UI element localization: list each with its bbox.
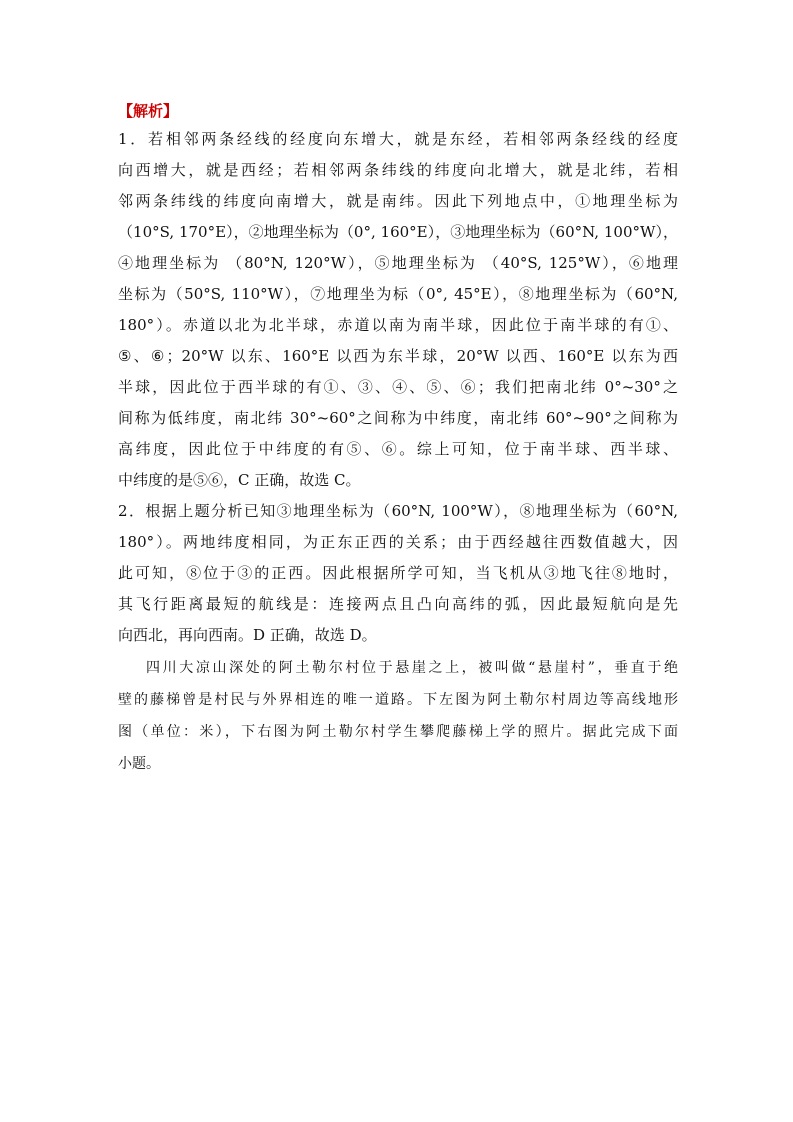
analysis-heading [118, 98, 678, 124]
heading-bracket-open: 【 [118, 102, 134, 120]
answer-1-line: （10°S, 170°E），②地理坐标为（0°, 160°E），③地理坐标为（60°N, 100°W）， [118, 223, 678, 241]
answer-1-line: 向西增大，就是西经；若相邻两条纬线的纬度向北增大，就是北纬，若相 [118, 161, 678, 179]
answer-1-line: 邻两条纬线的纬度向南增大，就是南纬。因此下列地点中，①地理坐标为 [118, 192, 678, 210]
answer-1-line: 高纬度，因此位于中纬度的有⑤、⑥。综上可知，位于南半球、西半球、 [118, 440, 678, 458]
answer-1-line: 半球，因此位于西半球的有①、③、④、⑤、⑥；我们把南北纬 0°~30°之 [118, 378, 678, 396]
heading-label: 解析 [133, 102, 164, 120]
answer-1-paragraph [118, 124, 678, 496]
question-line: 四川大凉山深处的阿土勒尔村位于悬崖之上，被叫做“悬崖村”，垂直于绝 [146, 660, 678, 676]
answer-1-line: 180°）。赤道以北为北半球，赤道以南为南半球，因此位于南半球的有①、 [118, 316, 678, 334]
answer-1-line: 间称为低纬度，南北纬 30°~60°之间称为中纬度，南北纬 60°~90°之间称为 [118, 409, 678, 427]
answer-2-paragraph [118, 496, 678, 651]
answer-1-line: ④地理坐标为 （80°N, 120°W），⑤地理坐标为 （40°S, 125°W），⑥地理 [118, 254, 678, 272]
question-line: 小题。 [118, 756, 160, 772]
answer-2-line: 其飞行距离最短的航线是：连接两点且凸向高纬的弧，因此最短航向是先 [118, 595, 678, 613]
answer-2-line: 2．根据上题分析已知③地理坐标为（60°N, 100°W），⑧地理坐标为（60°N, [118, 502, 678, 520]
heading-bracket-close: 】 [163, 102, 179, 120]
question-stem-paragraph [118, 652, 678, 780]
answer-1-line: 中纬度的是⑤⑥，C 正确，故选 C。 [118, 471, 361, 489]
question-line: 图（单位：米），下右图为阿土勒尔村学生攀爬藤梯上学的照片。据此完成下面 [118, 724, 678, 740]
question-line: 壁的藤梯曾是村民与外界相连的唯一道路。下左图为阿土勒尔村周边等高线地形 [118, 692, 678, 708]
answer-1-line: ⑤、⑥；20°W 以东、160°E 以西为东半球，20°W 以西、160°E 以东为西 [118, 347, 678, 365]
answer-1-line: 1．若相邻两条经线的经度向东增大，就是东经，若相邻两条经线的经度 [118, 130, 678, 148]
answer-1-line: 坐标为（50°S, 110°W），⑦地理坐为标（0°, 45°E），⑧地理坐标为（60°N, [118, 285, 678, 303]
answer-2-line: 向西北，再向西南。D 正确，故选 D。 [118, 626, 377, 644]
document-page [118, 98, 678, 780]
answer-2-line: 180°）。两地纬度相同，为正东正西的关系；由于西经越往西数值越大，因 [118, 533, 678, 551]
answer-2-line: 此可知，⑧位于③的正西。因此根据所学可知，当飞机从③地飞往⑧地时， [118, 564, 678, 582]
